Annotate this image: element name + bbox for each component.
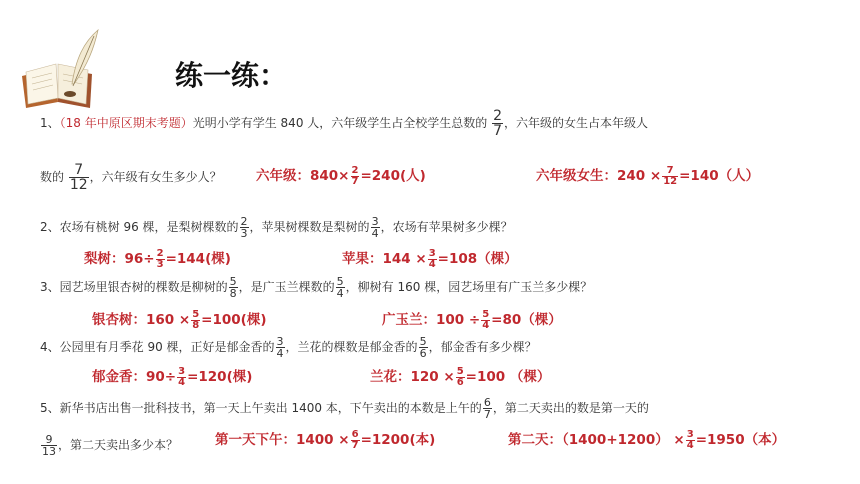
question-1-source: （18 年中原区期末考题） xyxy=(59,116,193,130)
fraction: $\frac{2}{7}$ xyxy=(351,164,359,187)
question-5-line-2: $\frac{9}{13}$ ，第二天卖出多少本？ xyxy=(42,433,179,458)
question-1-fraction-1: $\frac{2}{7}$ xyxy=(493,108,503,139)
question-1-line-2 xyxy=(40,163,222,192)
question-3-answer-2: 广玉兰：100 ÷ $\frac{5}{4}$ =80（棵） xyxy=(382,308,562,331)
fraction: $\frac{7}{12}$ xyxy=(663,164,678,187)
fraction: $\frac{5}{8}$ xyxy=(229,275,237,300)
question-3-text: 3、园艺场里银杏树的棵数是柳树的 $\frac{5}{8}$ ，是广玉兰棵数的 $\frac{5}{4}$ ，柳树有 160 棵，园艺场里有广玉兰多少棵？ xyxy=(40,275,593,300)
fraction: $\frac{3}{4}$ xyxy=(371,215,379,240)
question-2-text: 2、农场有桃树 96 棵，是梨树棵数的 $\frac{2}{3}$ ，苹果树棵数是梨树的 $\frac{3}{4}$ ，农场有苹果树多少棵？ xyxy=(40,215,513,240)
fraction: $\frac{3}{4}$ xyxy=(686,428,694,451)
question-3-answer-1: 银杏树：160 × $\frac{5}{8}$ =100(棵) xyxy=(92,308,267,331)
page-title: 练一练： xyxy=(175,59,288,92)
question-2-answer-1: 梨树：96÷ $\frac{2}{3}$ =144(棵) xyxy=(84,247,231,270)
fraction: $\frac{3}{4}$ xyxy=(428,247,436,270)
question-5-answer-1: 第一天下午：1400 × $\frac{6}{7}$ =1200(本) xyxy=(215,428,436,451)
fraction: $\frac{5}{4}$ xyxy=(482,308,490,331)
fraction: $\frac{2}{3}$ xyxy=(240,215,248,240)
question-5-line-1: 5、新华书店出售一批科技书，第一天上午卖出 1400 本，下午卖出的本数是上午的 $\frac{6}{7}$ ，第二天卖出的数是第一天的 xyxy=(40,396,649,421)
book-quill-icon xyxy=(18,28,100,108)
question-1-number: 1、 xyxy=(40,116,60,130)
question-5-answer-2: 第二天：（1400+1200） × $\frac{3}{4}$ =1950（本） xyxy=(508,428,786,451)
question-1-answer-2: 六年级女生：240 × $\frac{7}{12}$ =140（人） xyxy=(536,164,760,187)
question-1-line-1 xyxy=(40,109,648,138)
question-1-fraction-2: $\frac{7}{12}$ xyxy=(69,162,88,193)
fraction: $\frac{6}{7}$ xyxy=(351,428,359,451)
fraction: $\frac{6}{7}$ xyxy=(483,396,491,421)
fraction: $\frac{5}{6}$ xyxy=(456,365,464,388)
question-4-text: 4、公园里有月季花 90 棵，正好是郁金香的 $\frac{3}{4}$ ，兰花的棵数是郁金香的 $\frac{5}{6}$ ，郁金香有多少棵？ xyxy=(40,335,537,360)
fraction: $\frac{5}{4}$ xyxy=(336,275,344,300)
question-1-text-a: 光明小学有学生 840 人，六年级学生占全校学生总数的 xyxy=(192,116,488,130)
fraction: $\frac{2}{3}$ xyxy=(156,247,164,270)
fraction: $\frac{5}{6}$ xyxy=(419,335,427,360)
question-4-answer-2: 兰花：120 × $\frac{5}{6}$ =100 （棵） xyxy=(370,365,551,388)
fraction: $\frac{9}{13}$ xyxy=(42,433,56,458)
question-4-answer-1: 郁金香：90÷ $\frac{3}{4}$ =120(棵) xyxy=(92,365,253,388)
question-1-text-b: ，六年级的女生占本年级人 xyxy=(504,116,649,130)
question-2-answer-2: 苹果：144 × $\frac{3}{4}$ =108（棵） xyxy=(342,247,518,270)
question-1-text-d: ，六年级有女生多少人？ xyxy=(89,170,222,184)
fraction: $\frac{3}{4}$ xyxy=(178,365,186,388)
question-1-answer-1: 六年级：840× $\frac{2}{7}$ =240(人) xyxy=(256,164,426,187)
fraction: $\frac{5}{8}$ xyxy=(192,308,200,331)
question-1-text-c: 数的 xyxy=(40,170,65,184)
fraction: $\frac{3}{4}$ xyxy=(276,335,284,360)
